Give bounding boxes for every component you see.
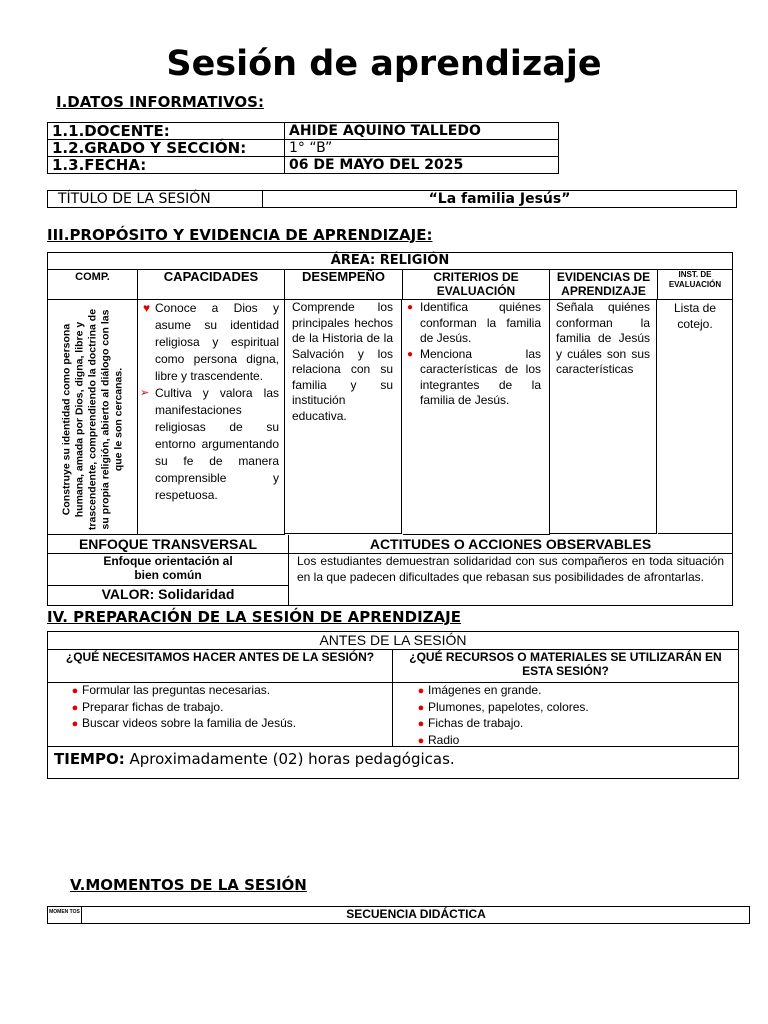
criterio-text: Identifica quiénes conforman la familia de Jesús. xyxy=(420,300,541,345)
desempeno-cell: Comprende los principales hechos de la Historia de la Salvación y los relaciona con su familia y su institución educativa. xyxy=(285,300,402,534)
bullet-icon: ● xyxy=(417,685,425,697)
list-item: ● Imágenes en grande. xyxy=(414,683,589,700)
criterios-cell xyxy=(403,300,550,535)
prep-vline xyxy=(392,683,393,746)
actitudes-text: Los estudiantes demuestran solidaridad con sus compañeros en toda situación en la que padecen dificultades que rebasan sus posibilidades de afrontarlas. xyxy=(297,554,724,584)
col1-header: ¿QUÉ NECESITAMOS HACER ANTES DE LA SESIÓN? xyxy=(48,650,393,683)
section4-heading: IV. PREPARACIÓN DE LA SESIÓN DE APRENDIZAJE xyxy=(47,608,461,626)
tiempo-label: TIEMPO: xyxy=(54,750,125,768)
list-item: ● Fichas de trabajo. xyxy=(414,716,589,733)
fecha-value: 06 DE MAYO DEL 2025 xyxy=(285,157,559,174)
bullet-icon: ● xyxy=(71,718,79,730)
arrow-icon: ➢ xyxy=(140,387,150,399)
capacidad-item xyxy=(138,300,284,385)
header-criterios: CRITERIOS DE EVALUACIÓN xyxy=(403,270,550,300)
grado-label: 1.2.GRADO Y SECCIÓN: xyxy=(48,140,285,157)
proposito-table xyxy=(47,252,733,606)
header-instrumento: INST. DE EVALUACIÓN xyxy=(658,270,732,300)
section3-heading: III.PROPÓSITO Y EVIDENCIA DE APRENDIZAJE: xyxy=(47,226,433,244)
section1-heading: I.DATOS INFORMATIVOS: xyxy=(56,93,264,111)
bullet-icon: ● xyxy=(417,734,425,747)
list-item: ● Radio xyxy=(414,733,589,750)
tiempo-row xyxy=(54,750,455,768)
header-comp: COMP. xyxy=(48,270,138,300)
momentos-table xyxy=(47,906,750,924)
actitudes-header: ACTITUDES O ACCIONES OBSERVABLES xyxy=(289,535,732,554)
list-item: ● Buscar videos sobre la familia de Jesús. xyxy=(68,716,296,733)
header-capacidades: CAPACIDADES xyxy=(138,270,285,300)
valor-text: VALOR: Solidaridad xyxy=(101,586,235,602)
capacidades-cell xyxy=(138,300,285,535)
instrumento-cell: Lista de cotejo. xyxy=(658,300,732,534)
page-title: Sesión de aprendizaje xyxy=(166,44,602,84)
fecha-label: 1.3.FECHA: xyxy=(48,157,285,174)
session-title-table xyxy=(47,190,737,208)
bullet-icon: ● xyxy=(407,302,414,313)
list-item: ● Formular las preguntas necesarias. xyxy=(68,683,296,700)
criterio-item xyxy=(403,300,549,347)
datos-row xyxy=(48,140,559,157)
docente-label: 1.1.DOCENTE: xyxy=(48,123,285,140)
evidencias-cell: Señala quiénes conforman la familia de Jesús y cuáles son sus características xyxy=(550,300,657,534)
area-label: ÁREA: RELIGIÓN xyxy=(48,253,732,270)
docente-value: AHIDE AQUINO TALLEDO xyxy=(285,123,559,140)
section5-heading: V.MOMENTOS DE LA SESIÓN xyxy=(70,876,307,894)
bullet-icon: ● xyxy=(417,701,425,714)
datos-row xyxy=(48,157,559,174)
tiempo-value: Aproximadamente (02) horas pedagógicas. xyxy=(124,750,455,768)
capacidad-text: Cultiva y valora las manifestaciones religiosas de su entorno argumentando su fe de manera comprensible y respetuosa. xyxy=(155,386,279,502)
competencia-text: Construye su identidad como persona humana, amada por Dios, digna, libre y trascendente, comprendiendo la doctrina de su propia religión, abierto al diálogo con las que le son cercanas. xyxy=(60,308,125,531)
bullet-icon: ● xyxy=(417,718,425,730)
criterio-text: Menciona las características de los integrantes de la familia de Jesús. xyxy=(420,346,541,407)
heart-icon: ♥ xyxy=(143,301,151,315)
criterio-item xyxy=(403,347,549,409)
enfoque-text: Enfoque orientación al bien común xyxy=(103,554,233,582)
header-evidencias: EVIDENCIAS DE APRENDIZAJE xyxy=(550,270,658,300)
secuencia-label: SECUENCIA DIDÁCTICA xyxy=(346,907,486,921)
col2-list xyxy=(414,683,589,749)
session-title-value: “La familia Jesús” xyxy=(263,191,737,208)
bullet-icon: ● xyxy=(71,701,79,714)
grado-value: 1° “B” xyxy=(285,140,559,157)
col1-list xyxy=(68,683,296,733)
competencia-cell xyxy=(48,300,138,535)
list-item: ● Preparar fichas de trabajo. xyxy=(68,700,296,717)
list-item: ● Plumones, papelotes, colores. xyxy=(414,700,589,717)
antes-label: ANTES DE LA SESIÓN xyxy=(48,632,738,650)
preparacion-table xyxy=(47,631,739,779)
datos-row xyxy=(48,123,559,140)
momentos-label: MOMEN TOS xyxy=(48,907,82,923)
datos-table xyxy=(47,122,559,174)
session-title-label: TÍTULO DE LA SESIÓN xyxy=(48,191,263,208)
bullet-icon: ● xyxy=(407,348,414,360)
capacidad-text: Conoce a Dios y asume su identidad religiosa y espiritual como persona digna, libre y trascendente. xyxy=(155,301,279,383)
capacidad-item xyxy=(138,385,284,504)
bullet-icon: ● xyxy=(71,685,79,697)
col2-header: ¿QUÉ RECURSOS O MATERIALES SE UTILIZARÁN EN ESTA SESIÓN? xyxy=(393,650,738,683)
header-desempeno: DESEMPEÑO xyxy=(285,270,403,300)
enfoque-header: ENFOQUE TRANSVERSAL xyxy=(48,535,289,554)
tiempo-divider xyxy=(48,746,738,747)
